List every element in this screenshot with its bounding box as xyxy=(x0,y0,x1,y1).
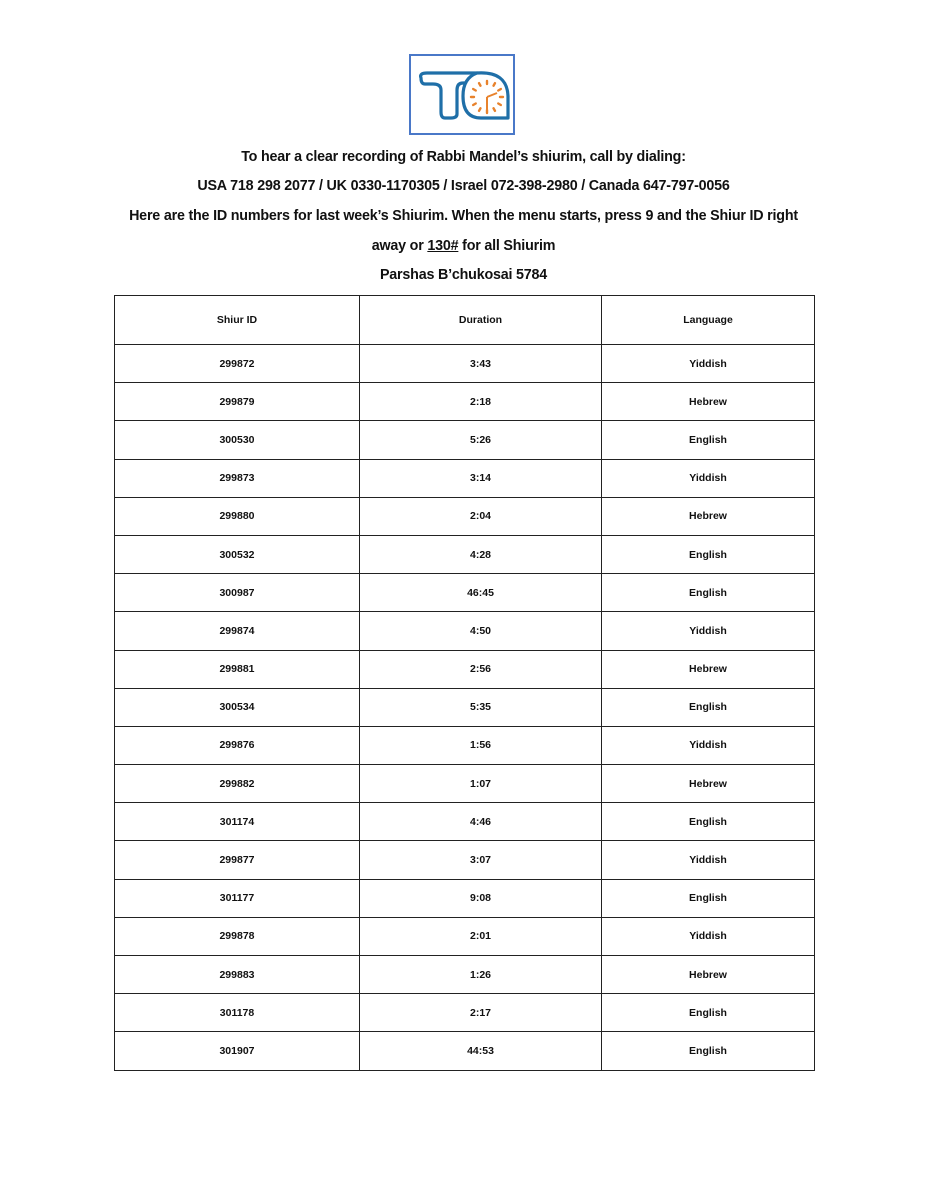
shiur-id-cell: 300530 xyxy=(115,421,360,459)
table-row xyxy=(115,688,815,726)
language-cell: English xyxy=(602,1032,815,1070)
shiur-id-cell: 301177 xyxy=(115,879,360,917)
column-header-duration: Duration xyxy=(360,296,602,345)
table-row xyxy=(115,803,815,841)
table-row xyxy=(115,841,815,879)
duration-cell: 3:43 xyxy=(360,345,602,383)
table-header-row xyxy=(115,296,815,345)
table-row xyxy=(115,383,815,421)
shiur-id-cell: 299879 xyxy=(115,383,360,421)
shiur-id-cell: 299882 xyxy=(115,765,360,803)
shiur-id-cell: 301907 xyxy=(115,1032,360,1070)
duration-cell: 1:56 xyxy=(360,726,602,764)
duration-cell: 9:08 xyxy=(360,879,602,917)
shiur-id-cell: 299877 xyxy=(115,841,360,879)
table-row xyxy=(115,497,815,535)
language-cell: English xyxy=(602,535,815,573)
language-cell: Yiddish xyxy=(602,917,815,955)
shiur-id-cell: 299876 xyxy=(115,726,360,764)
clock-tick xyxy=(494,108,496,111)
table-row xyxy=(115,956,815,994)
column-header-shiur-id: Shiur ID xyxy=(115,296,360,345)
all-shiurim-line xyxy=(0,238,927,254)
parsha-title: Parshas B’chukosai 5784 xyxy=(379,267,548,283)
shiur-id-cell: 299881 xyxy=(115,650,360,688)
language-cell: Yiddish xyxy=(602,612,815,650)
language-cell: Yiddish xyxy=(602,841,815,879)
clock-tick xyxy=(479,108,481,111)
table-row xyxy=(115,650,815,688)
all-shiurim-suffix: for all Shiurim xyxy=(458,238,556,254)
shiur-id-cell: 300987 xyxy=(115,574,360,612)
table-row xyxy=(115,994,815,1032)
shiur-id-cell: 299873 xyxy=(115,459,360,497)
id-instructions-line: Here are the ID numbers for last week’s Shiurim. When the menu starts, press 9 and the Shiur ID right xyxy=(129,208,798,224)
duration-cell: 4:50 xyxy=(360,612,602,650)
clock-tick xyxy=(498,89,501,91)
shiur-id-cell: 300532 xyxy=(115,535,360,573)
shiur-id-cell: 301174 xyxy=(115,803,360,841)
language-cell: Hebrew xyxy=(602,497,815,535)
table-row xyxy=(115,726,815,764)
language-cell: English xyxy=(602,574,815,612)
ta-logo xyxy=(409,54,515,135)
language-cell: Yiddish xyxy=(602,459,815,497)
shiurim-table xyxy=(114,295,815,1071)
table-row xyxy=(115,879,815,917)
duration-cell: 5:26 xyxy=(360,421,602,459)
shiur-id-cell: 299883 xyxy=(115,956,360,994)
table-row xyxy=(115,612,815,650)
table-row xyxy=(115,535,815,573)
shiur-id-cell: 299880 xyxy=(115,497,360,535)
table-row xyxy=(115,459,815,497)
language-cell: Hebrew xyxy=(602,383,815,421)
shiur-id-cell: 299874 xyxy=(115,612,360,650)
duration-cell: 3:07 xyxy=(360,841,602,879)
table-row xyxy=(115,421,815,459)
language-cell: English xyxy=(602,421,815,459)
instructions-line: To hear a clear recording of Rabbi Mandel’s shiurim, call by dialing: xyxy=(241,149,686,165)
language-cell: Yiddish xyxy=(602,345,815,383)
shiur-id-cell: 300534 xyxy=(115,688,360,726)
duration-cell: 2:01 xyxy=(360,917,602,955)
duration-cell: 4:28 xyxy=(360,535,602,573)
phone-numbers-line: USA 718 298 2077 / UK 0330-1170305 / Israel 072-398-2980 / Canada 647-797-0056 xyxy=(197,178,730,194)
table-row xyxy=(115,574,815,612)
ta-clock-logo-icon xyxy=(411,56,513,133)
duration-cell: 1:07 xyxy=(360,765,602,803)
language-cell: Hebrew xyxy=(602,650,815,688)
language-cell: Yiddish xyxy=(602,726,815,764)
shiur-id-cell: 299878 xyxy=(115,917,360,955)
language-cell: Hebrew xyxy=(602,765,815,803)
table-row xyxy=(115,765,815,803)
duration-cell: 2:56 xyxy=(360,650,602,688)
duration-cell: 5:35 xyxy=(360,688,602,726)
column-header-language: Language xyxy=(602,296,815,345)
shiur-id-cell: 301178 xyxy=(115,994,360,1032)
duration-cell: 2:04 xyxy=(360,497,602,535)
language-cell: English xyxy=(602,994,815,1032)
duration-cell: 44:53 xyxy=(360,1032,602,1070)
language-cell: English xyxy=(602,803,815,841)
duration-cell: 3:14 xyxy=(360,459,602,497)
clock-tick xyxy=(494,83,496,86)
duration-cell: 2:18 xyxy=(360,383,602,421)
duration-cell: 2:17 xyxy=(360,994,602,1032)
all-shiurim-prefix: away or xyxy=(371,238,428,254)
duration-cell: 1:26 xyxy=(360,956,602,994)
table-row xyxy=(115,1032,815,1070)
duration-cell: 4:46 xyxy=(360,803,602,841)
language-cell: Hebrew xyxy=(602,956,815,994)
language-cell: English xyxy=(602,688,815,726)
all-shiurim-code: 130# xyxy=(427,238,459,254)
language-cell: English xyxy=(602,879,815,917)
table-row xyxy=(115,345,815,383)
clock-tick xyxy=(479,83,481,86)
duration-cell: 46:45 xyxy=(360,574,602,612)
clock-tick xyxy=(473,89,476,91)
clock-tick xyxy=(498,104,501,106)
shiur-id-cell: 299872 xyxy=(115,345,360,383)
table-row xyxy=(115,917,815,955)
clock-tick xyxy=(473,104,476,106)
